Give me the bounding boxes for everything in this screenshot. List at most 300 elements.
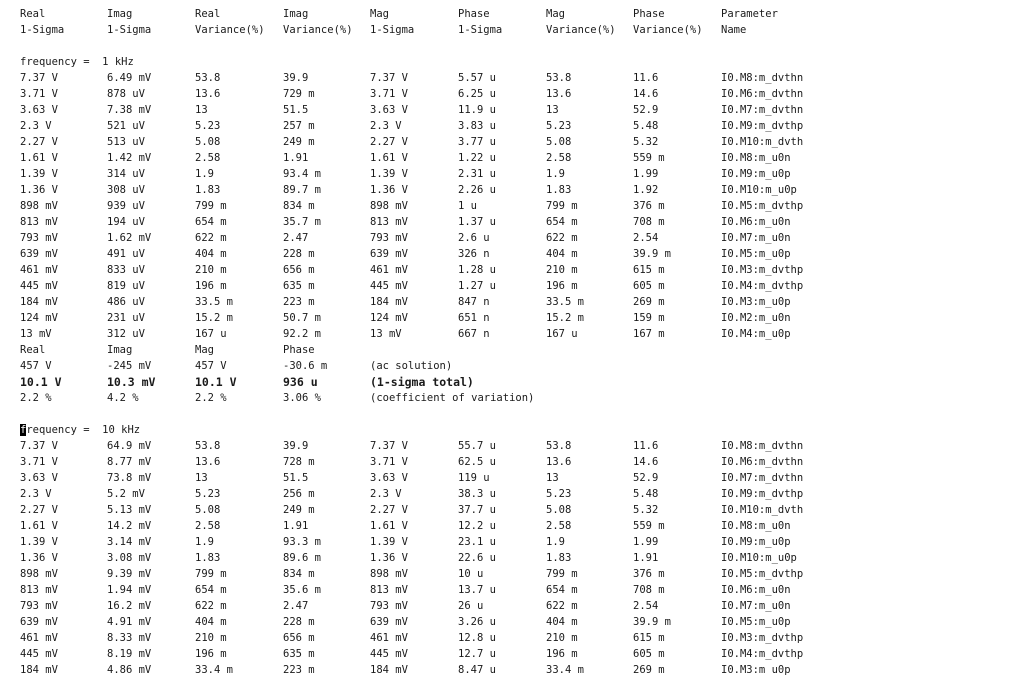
column-header: Mag xyxy=(370,8,389,20)
table-cell: 3.71 V xyxy=(370,88,408,100)
table-cell: 13.6 xyxy=(195,88,221,100)
table-cell: 513 uV xyxy=(107,136,145,148)
table-cell: 13.7 u xyxy=(458,584,496,596)
table-cell: 834 m xyxy=(283,200,315,212)
table-cell: 1.62 mV xyxy=(107,232,152,244)
table-cell: 654 m xyxy=(195,216,227,228)
table-cell: 793 mV xyxy=(20,600,58,612)
table-row xyxy=(0,198,1013,214)
table-cell: 2.3 V xyxy=(20,120,52,132)
summary-header-cell: Phase xyxy=(283,344,315,356)
column-header: Variance(%) xyxy=(546,24,616,36)
summary-cell: 457 V xyxy=(20,360,52,372)
table-cell: 2.58 xyxy=(195,520,221,532)
table-cell: 1.36 V xyxy=(20,552,58,564)
table-cell: 1.83 xyxy=(195,184,221,196)
table-cell: 1.91 xyxy=(633,552,659,564)
summary-cell: 10.3 mV xyxy=(107,375,156,389)
table-cell: 52.9 xyxy=(633,104,659,116)
table-cell: 159 m xyxy=(633,312,665,324)
table-row xyxy=(0,134,1013,150)
column-header: Real xyxy=(20,8,46,20)
table-cell: 1.39 V xyxy=(20,536,58,548)
table-cell: 878 uV xyxy=(107,88,145,100)
table-row xyxy=(0,470,1013,486)
table-cell: 2.31 u xyxy=(458,168,496,180)
table-cell: 461 mV xyxy=(20,632,58,644)
table-cell: I0.M10:m_u0p xyxy=(721,552,797,564)
table-cell: 1.39 V xyxy=(370,168,408,180)
table-cell: 2.54 xyxy=(633,232,659,244)
summary-cell: -30.6 m xyxy=(283,360,328,372)
table-cell: 231 uV xyxy=(107,312,145,324)
table-cell: 184 mV xyxy=(20,664,58,675)
table-cell: 622 m xyxy=(546,232,578,244)
table-cell: 615 m xyxy=(633,632,665,644)
table-row xyxy=(0,534,1013,550)
table-cell: 124 mV xyxy=(370,312,408,324)
table-row xyxy=(0,326,1013,342)
table-cell: 119 u xyxy=(458,472,490,484)
table-cell: 62.5 u xyxy=(458,456,496,468)
table-cell: 16.2 mV xyxy=(107,600,152,612)
table-cell: I0.M6:m_u0n xyxy=(721,584,791,596)
table-cell: 819 uV xyxy=(107,280,145,292)
frequency-text: frequency = 1 kHz xyxy=(20,56,134,68)
table-cell: 376 m xyxy=(633,568,665,580)
table-cell: 654 m xyxy=(195,584,227,596)
table-cell: 793 mV xyxy=(20,232,58,244)
table-cell: 210 m xyxy=(546,264,578,276)
table-cell: 813 mV xyxy=(370,584,408,596)
table-cell: 7.37 V xyxy=(20,72,58,84)
table-cell: 5.23 xyxy=(546,488,572,500)
column-header: Mag xyxy=(546,8,565,20)
table-cell: 11.9 u xyxy=(458,104,496,116)
column-header: Phase xyxy=(633,8,665,20)
table-cell: 6.49 mV xyxy=(107,72,152,84)
table-cell: 5.23 xyxy=(546,120,572,132)
table-cell: I0.M6:m_u0n xyxy=(721,216,791,228)
column-header: 1-Sigma xyxy=(20,24,65,36)
table-cell: 13 xyxy=(195,104,208,116)
table-cell: 228 m xyxy=(283,616,315,628)
table-cell: 639 mV xyxy=(370,248,408,260)
table-cell: I0.M10:m_dvth xyxy=(721,504,804,516)
table-cell: 1.83 xyxy=(195,552,221,564)
text-cursor[interactable]: f xyxy=(20,424,27,436)
table-cell: 445 mV xyxy=(370,280,408,292)
summary-cell: 3.06 % xyxy=(283,392,321,404)
table-row xyxy=(0,550,1013,566)
table-cell: 2.47 xyxy=(283,232,309,244)
table-cell: 1.28 u xyxy=(458,264,496,276)
frequency-text-rest: requency = 10 kHz xyxy=(26,424,141,436)
column-header: 1-Sigma xyxy=(458,24,503,36)
table-cell: 39.9 m xyxy=(633,248,671,260)
table-cell: 898 mV xyxy=(370,568,408,580)
summary-cell: -245 mV xyxy=(107,360,152,372)
table-cell: 5.57 u xyxy=(458,72,496,84)
table-cell: 404 m xyxy=(546,616,578,628)
table-cell: I0.M7:m_u0n xyxy=(721,232,791,244)
column-header: Variance(%) xyxy=(195,24,265,36)
table-cell: 2.27 V xyxy=(370,136,408,148)
summary-row-coefficient xyxy=(0,390,1013,406)
table-cell: I0.M5:m_u0p xyxy=(721,616,791,628)
table-cell: I0.M5:m_dvthp xyxy=(721,200,804,212)
table-cell: I0.M8:m_dvthn xyxy=(721,72,804,84)
table-cell: I0.M8:m_u0n xyxy=(721,152,791,164)
table-cell: 184 mV xyxy=(20,296,58,308)
table-cell: 1.27 u xyxy=(458,280,496,292)
table-row xyxy=(0,438,1013,454)
table-cell: 615 m xyxy=(633,264,665,276)
table-cell: 1.99 xyxy=(633,168,659,180)
table-cell: I0.M10:m_u0p xyxy=(721,184,797,196)
table-cell: 813 mV xyxy=(20,216,58,228)
table-cell: 2.54 xyxy=(633,600,659,612)
table-cell: 605 m xyxy=(633,648,665,660)
summary-cell: (coefficient of variation) xyxy=(370,392,535,404)
table-row xyxy=(0,182,1013,198)
table-cell: 13.6 xyxy=(546,456,572,468)
table-cell: I0.M3:m_dvthp xyxy=(721,632,804,644)
summary-cell: 10.1 V xyxy=(195,375,237,389)
table-cell: 8.77 mV xyxy=(107,456,152,468)
table-cell: 269 m xyxy=(633,296,665,308)
table-cell: 50.7 m xyxy=(283,312,321,324)
table-cell: 13 xyxy=(195,472,208,484)
table-cell: I0.M9:m_dvthp xyxy=(721,120,804,132)
table-cell: 1.61 V xyxy=(370,520,408,532)
table-cell: 26 u xyxy=(458,600,484,612)
table-cell: 635 m xyxy=(283,648,315,660)
table-cell: 14.6 xyxy=(633,456,659,468)
table-cell: 1.22 u xyxy=(458,152,496,164)
table-cell: 14.2 mV xyxy=(107,520,152,532)
table-cell: 5.08 xyxy=(195,136,221,148)
table-cell: 196 m xyxy=(195,648,227,660)
table-cell: 13 xyxy=(546,104,559,116)
summary-row-sigma-total xyxy=(0,374,1013,390)
column-header: 1-Sigma xyxy=(107,24,152,36)
table-cell: 793 mV xyxy=(370,600,408,612)
table-cell: 13 mV xyxy=(370,328,402,340)
table-cell: 639 mV xyxy=(370,616,408,628)
table-cell: 445 mV xyxy=(20,280,58,292)
table-cell: 93.4 m xyxy=(283,168,321,180)
table-cell: 667 n xyxy=(458,328,490,340)
table-cell: 92.2 m xyxy=(283,328,321,340)
table-cell: 167 u xyxy=(546,328,578,340)
frequency-label xyxy=(0,54,1013,70)
table-cell: 2.47 xyxy=(283,600,309,612)
table-cell: 1.39 V xyxy=(370,536,408,548)
table-cell: 12.2 u xyxy=(458,520,496,532)
table-cell: 33.5 m xyxy=(546,296,584,308)
table-cell: 184 mV xyxy=(370,664,408,675)
table-cell: 1.9 xyxy=(546,168,565,180)
table-cell: 167 u xyxy=(195,328,227,340)
table-cell: 51.5 xyxy=(283,472,309,484)
table-cell: 33.4 m xyxy=(195,664,233,675)
table-cell: 53.8 xyxy=(195,440,221,452)
table-cell: 5.08 xyxy=(546,504,572,516)
table-cell: 3.71 V xyxy=(20,456,58,468)
summary-cell: 457 V xyxy=(195,360,227,372)
table-cell: 5.48 xyxy=(633,120,659,132)
table-cell: 1 u xyxy=(458,200,477,212)
column-header: 1-Sigma xyxy=(370,24,415,36)
table-cell: 33.4 m xyxy=(546,664,584,675)
table-cell: 5.48 xyxy=(633,488,659,500)
table-cell: 53.8 xyxy=(546,72,572,84)
table-cell: I0.M10:m_dvth xyxy=(721,136,804,148)
table-cell: 194 uV xyxy=(107,216,145,228)
table-cell: 3.63 V xyxy=(370,104,408,116)
summary-cell: 2.2 % xyxy=(195,392,227,404)
summary-row-ac-solution xyxy=(0,358,1013,374)
table-cell: 2.26 u xyxy=(458,184,496,196)
table-row xyxy=(0,166,1013,182)
table-cell: 939 uV xyxy=(107,200,145,212)
table-cell: 326 n xyxy=(458,248,490,260)
table-cell: 51.5 xyxy=(283,104,309,116)
table-cell: 799 m xyxy=(195,568,227,580)
table-cell: 5.23 xyxy=(195,488,221,500)
table-cell: 847 n xyxy=(458,296,490,308)
table-cell: 14.6 xyxy=(633,88,659,100)
table-cell: 4.91 mV xyxy=(107,616,152,628)
table-cell: 1.42 mV xyxy=(107,152,152,164)
table-cell: 5.13 mV xyxy=(107,504,152,516)
table-cell: 622 m xyxy=(195,232,227,244)
table-cell: 521 uV xyxy=(107,120,145,132)
table-cell: 445 mV xyxy=(20,648,58,660)
table-cell: 1.36 V xyxy=(20,184,58,196)
table-cell: 639 mV xyxy=(20,616,58,628)
table-cell: 656 m xyxy=(283,264,315,276)
table-cell: 404 m xyxy=(546,248,578,260)
table-cell: 314 uV xyxy=(107,168,145,180)
table-cell: 249 m xyxy=(283,136,315,148)
table-cell: 2.27 V xyxy=(370,504,408,516)
table-cell: I0.M4:m_dvthp xyxy=(721,280,804,292)
table-row xyxy=(0,630,1013,646)
table-cell: 52.9 xyxy=(633,472,659,484)
table-cell: 1.61 V xyxy=(370,152,408,164)
table-cell: I0.M9:m_u0p xyxy=(721,536,791,548)
table-cell: I0.M3:m_u0p xyxy=(721,296,791,308)
table-row xyxy=(0,150,1013,166)
table-cell: 813 mV xyxy=(370,216,408,228)
table-cell: 799 m xyxy=(546,568,578,580)
table-cell: 3.63 V xyxy=(20,104,58,116)
table-cell: 7.37 V xyxy=(370,72,408,84)
column-header-line-1 xyxy=(0,6,1013,22)
table-cell: 461 mV xyxy=(20,264,58,276)
table-cell: I0.M5:m_u0p xyxy=(721,248,791,260)
table-cell: 1.91 xyxy=(283,152,309,164)
table-cell: I0.M9:m_u0p xyxy=(721,168,791,180)
table-cell: 3.63 V xyxy=(20,472,58,484)
table-cell: 13 xyxy=(546,472,559,484)
table-row xyxy=(0,518,1013,534)
table-cell: 1.36 V xyxy=(370,184,408,196)
table-cell: 635 m xyxy=(283,280,315,292)
table-cell: I0.M8:m_u0n xyxy=(721,520,791,532)
column-header: Real xyxy=(195,8,221,20)
column-header: Name xyxy=(721,24,747,36)
table-cell: 5.08 xyxy=(546,136,572,148)
table-cell: 486 uV xyxy=(107,296,145,308)
table-cell: 404 m xyxy=(195,248,227,260)
table-cell: I0.M5:m_dvthp xyxy=(721,568,804,580)
table-cell: I0.M9:m_dvthp xyxy=(721,488,804,500)
summary-cell: 936 u xyxy=(283,375,318,389)
table-cell: 1.37 u xyxy=(458,216,496,228)
table-row xyxy=(0,102,1013,118)
table-cell: 1.61 V xyxy=(20,152,58,164)
table-cell: 708 m xyxy=(633,216,665,228)
table-cell: 1.83 xyxy=(546,552,572,564)
table-cell: 2.58 xyxy=(195,152,221,164)
table-cell: 728 m xyxy=(283,456,315,468)
table-cell: I0.M3:m_dvthp xyxy=(721,264,804,276)
table-cell: 1.36 V xyxy=(370,552,408,564)
table-cell: 2.27 V xyxy=(20,504,58,516)
table-cell: 622 m xyxy=(195,600,227,612)
table-cell: 2.58 xyxy=(546,152,572,164)
column-header: Variance(%) xyxy=(633,24,703,36)
table-cell: 445 mV xyxy=(370,648,408,660)
table-cell: 89.6 m xyxy=(283,552,321,564)
table-cell: 1.92 xyxy=(633,184,659,196)
summary-cell: (1-sigma total) xyxy=(370,375,474,389)
summary-cell: (ac solution) xyxy=(370,360,453,372)
table-row xyxy=(0,598,1013,614)
table-cell: 3.63 V xyxy=(370,472,408,484)
table-cell: I0.M7:m_u0n xyxy=(721,600,791,612)
summary-header-cell: Imag xyxy=(107,344,133,356)
table-row xyxy=(0,310,1013,326)
table-cell: 210 m xyxy=(546,632,578,644)
table-cell: 834 m xyxy=(283,568,315,580)
table-row xyxy=(0,86,1013,102)
summary-cell: 2.2 % xyxy=(20,392,52,404)
table-cell: 3.14 mV xyxy=(107,536,152,548)
column-header: Parameter xyxy=(721,8,778,20)
table-cell: 461 mV xyxy=(370,632,408,644)
table-cell: I0.M2:m_u0n xyxy=(721,312,791,324)
table-cell: 605 m xyxy=(633,280,665,292)
table-cell: 269 m xyxy=(633,664,665,675)
table-cell: 793 mV xyxy=(370,232,408,244)
table-cell: 223 m xyxy=(283,296,315,308)
table-cell: 8.47 u xyxy=(458,664,496,675)
table-cell: 124 mV xyxy=(20,312,58,324)
table-row xyxy=(0,230,1013,246)
table-row xyxy=(0,646,1013,662)
table-cell: 1.39 V xyxy=(20,168,58,180)
table-cell: 55.7 u xyxy=(458,440,496,452)
table-cell: 312 uV xyxy=(107,328,145,340)
table-cell: 210 m xyxy=(195,632,227,644)
table-cell: 22.6 u xyxy=(458,552,496,564)
table-cell: I0.M6:m_dvthn xyxy=(721,88,804,100)
table-cell: 799 m xyxy=(195,200,227,212)
table-cell: I0.M4:m_dvthp xyxy=(721,648,804,660)
table-cell: 249 m xyxy=(283,504,315,516)
table-cell: 15.2 m xyxy=(546,312,584,324)
table-cell: 799 m xyxy=(546,200,578,212)
table-row xyxy=(0,262,1013,278)
table-cell: 1.9 xyxy=(195,536,214,548)
table-row xyxy=(0,278,1013,294)
table-cell: 196 m xyxy=(546,280,578,292)
table-cell: 651 n xyxy=(458,312,490,324)
table-cell: 39.9 xyxy=(283,72,309,84)
table-cell: 3.83 u xyxy=(458,120,496,132)
table-cell: 37.7 u xyxy=(458,504,496,516)
table-cell: 73.8 mV xyxy=(107,472,152,484)
table-cell: 184 mV xyxy=(370,296,408,308)
table-cell: I0.M8:m_dvthn xyxy=(721,440,804,452)
column-header-line-2 xyxy=(0,22,1013,38)
table-cell: 559 m xyxy=(633,152,665,164)
table-cell: 33.5 m xyxy=(195,296,233,308)
summary-header xyxy=(0,342,1013,358)
table-cell: 9.39 mV xyxy=(107,568,152,580)
table-cell: 1.94 mV xyxy=(107,584,152,596)
table-cell: 10 u xyxy=(458,568,484,580)
table-cell: 38.3 u xyxy=(458,488,496,500)
table-cell: 898 mV xyxy=(20,200,58,212)
table-cell: I0.M7:m_dvthn xyxy=(721,104,804,116)
table-row xyxy=(0,246,1013,262)
table-cell: 813 mV xyxy=(20,584,58,596)
table-cell: 376 m xyxy=(633,200,665,212)
table-cell: 228 m xyxy=(283,248,315,260)
table-cell: 3.71 V xyxy=(370,456,408,468)
table-row xyxy=(0,614,1013,630)
table-cell: 53.8 xyxy=(195,72,221,84)
table-cell: 4.86 mV xyxy=(107,664,152,675)
summary-header-cell: Mag xyxy=(195,344,214,356)
table-cell: 39.9 xyxy=(283,440,309,452)
table-row xyxy=(0,502,1013,518)
table-cell: 5.32 xyxy=(633,504,659,516)
table-cell: 13.6 xyxy=(546,88,572,100)
table-cell: 64.9 mV xyxy=(107,440,152,452)
table-row xyxy=(0,582,1013,598)
table-cell: 5.2 mV xyxy=(107,488,145,500)
table-row xyxy=(0,294,1013,310)
frequency-text xyxy=(20,422,140,438)
table-cell: 5.08 xyxy=(195,504,221,516)
table-cell: 8.33 mV xyxy=(107,632,152,644)
table-cell: 404 m xyxy=(195,616,227,628)
table-cell: 1.9 xyxy=(195,168,214,180)
table-row xyxy=(0,214,1013,230)
table-cell: 3.26 u xyxy=(458,616,496,628)
table-cell: 654 m xyxy=(546,216,578,228)
table-row xyxy=(0,70,1013,86)
column-header: Phase xyxy=(458,8,490,20)
table-cell: 656 m xyxy=(283,632,315,644)
table-cell: 7.38 mV xyxy=(107,104,152,116)
